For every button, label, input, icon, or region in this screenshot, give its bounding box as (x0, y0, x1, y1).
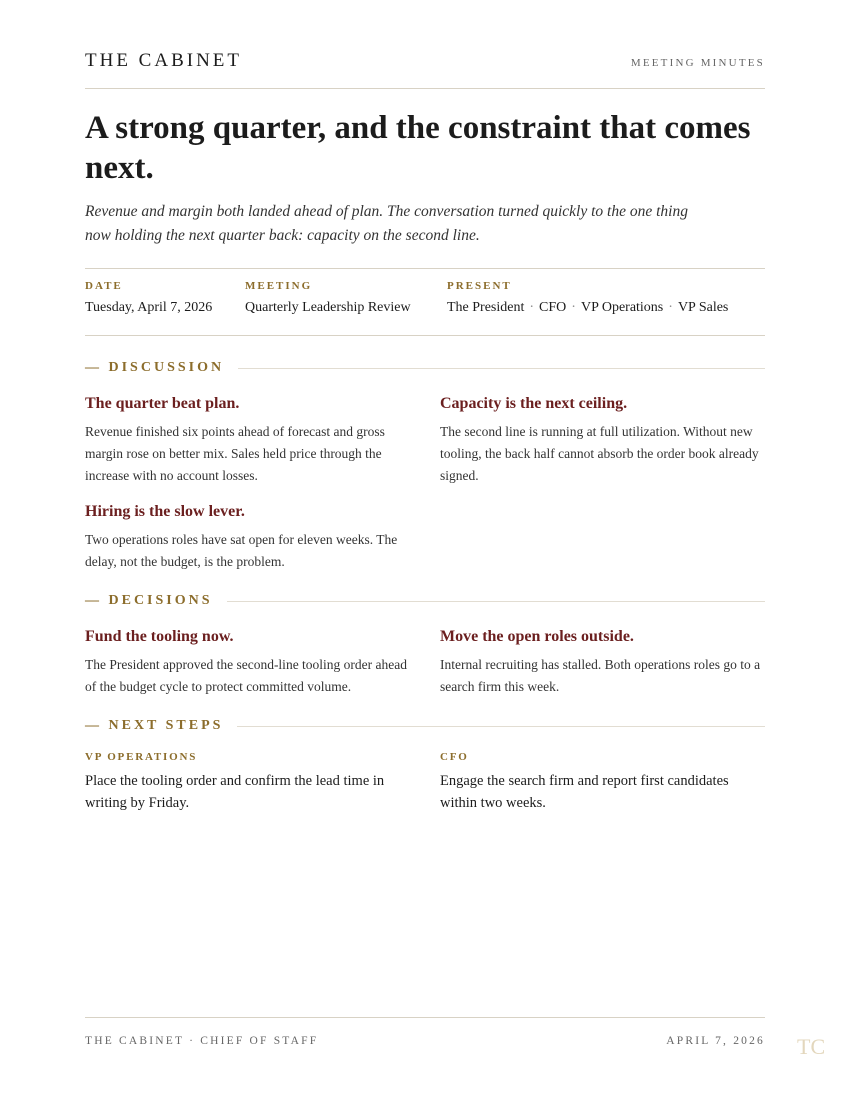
footer-rule (85, 1017, 765, 1018)
attendee: VP Sales (677, 300, 729, 315)
section-title: — NEXT STEPS (85, 718, 237, 734)
separator: · (668, 300, 673, 315)
decisions-heading (85, 593, 765, 609)
masthead (85, 50, 765, 74)
discussion-item (85, 503, 410, 573)
date-value: Tuesday, April 7, 2026 (85, 300, 213, 315)
present-list (447, 300, 728, 316)
present-label: PRESENT (447, 280, 512, 292)
dek: Revenue and margin both landed ahead of plan. The conversation turned quickly to the one thing now holding the next quarter back: capacity on the second line. (85, 203, 688, 244)
item-body: The President approved the second-line tooling order ahead of the budget cycle to protect committed volume. (85, 657, 408, 694)
date-label: DATE (85, 280, 123, 292)
step-body: Place the tooling order and confirm the lead time in writing by Friday. (85, 773, 385, 811)
item-title: Move the open roles outside. (440, 628, 634, 645)
separator: · (529, 300, 535, 315)
attendee: CFO (539, 300, 567, 315)
meta-meeting (245, 280, 411, 316)
document-type: MEETING MINUTES (630, 57, 765, 69)
minutes-page (85, 0, 765, 1100)
item-body: The second line is running at full utilization. Without new tooling, the back half cannot absorb the order book already signed. (440, 424, 759, 483)
footer-date: APRIL 7, 2026 (666, 1035, 765, 1047)
step-owner: CFO (440, 751, 469, 763)
step-owner: VP OPERATIONS (85, 751, 198, 763)
item-title: Capacity is the next ceiling. (440, 395, 628, 412)
brand-name: THE CABINET (85, 50, 243, 71)
meeting-label: MEETING (245, 280, 313, 292)
meta-top-rule (85, 268, 765, 269)
attendee: The President (447, 300, 525, 315)
meta-present (447, 280, 728, 316)
meta-date (85, 280, 212, 316)
item-title: Fund the tooling now. (85, 628, 234, 645)
next-step-item (440, 751, 765, 814)
item-body: Internal recruiting has stalled. Both operations roles go to a search firm this week. (440, 657, 761, 694)
item-title: Hiring is the slow lever. (85, 503, 245, 520)
discussion-item (85, 395, 410, 487)
next-steps-heading (85, 718, 765, 734)
footer-left: THE CABINET · CHIEF OF STAFF (85, 1035, 319, 1047)
step-body: Engage the search firm and report first candidates within two weeks. (440, 773, 729, 811)
monogram-logo: TC (797, 1034, 826, 1059)
decision-item (440, 628, 765, 698)
meeting-value: Quarterly Leadership Review (245, 300, 411, 315)
next-step-item (85, 751, 410, 814)
decision-item (85, 628, 410, 698)
separator: · (571, 300, 576, 315)
attendee: VP Operations (580, 300, 664, 315)
section-title: — DISCUSSION (85, 360, 238, 376)
item-title: The quarter beat plan. (85, 395, 240, 412)
section-title: — DECISIONS (85, 593, 227, 609)
discussion-heading (85, 360, 765, 376)
headline: A strong quarter, and the constraint that comes next. (85, 110, 751, 186)
masthead-rule (85, 88, 765, 89)
item-body: Revenue finished six points ahead of forecast and gross margin rose on better mix. Sales held price through the increase with no account losses. (85, 424, 385, 483)
discussion-item (440, 395, 765, 487)
item-body: Two operations roles have sat open for eleven weeks. The delay, not the budget, is the problem. (85, 532, 398, 569)
meta-bottom-rule (85, 335, 765, 336)
